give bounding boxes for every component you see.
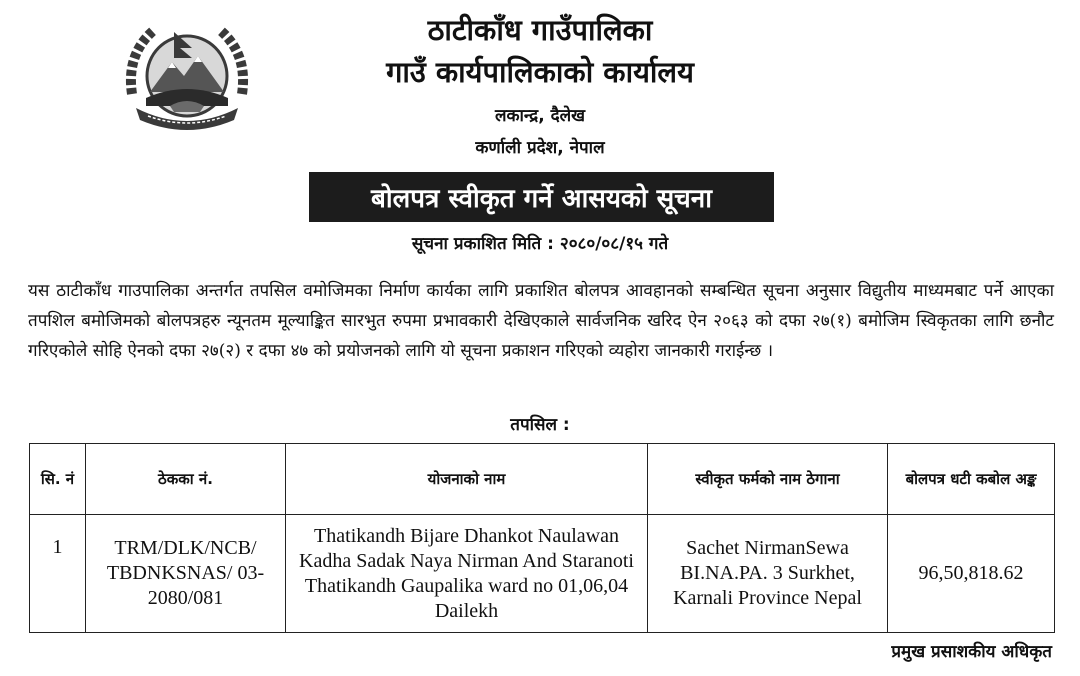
nepal-government-emblem-icon [122, 14, 252, 134]
header-sn: सि. नं [30, 444, 86, 515]
signature-title: प्रमुख प्रसाशकीय अधिकृत [891, 642, 1052, 662]
tender-table [29, 443, 1055, 633]
address-line-2: कर्णाली प्रदेश, नेपाल [475, 138, 605, 158]
cell-firm: Sachet NirmanSewa BI.NA.PA. 3 Surkhet, Karnali Province Nepal [648, 515, 888, 633]
header-contract-no: ठेकका नं. [86, 444, 286, 515]
table-row [30, 515, 1055, 633]
office-name: गाउँ कार्यपालिकाको कार्यालय [386, 55, 694, 89]
org-name: ठाटीकाँध गाउँपालिका [427, 13, 653, 47]
notice-body: यस ठाटीकाँध गाउपालिका अन्तर्गत तपसिल वमोजिमका निर्माण कार्यका लागि प्रकाशित बोलपत्र आवहानको सम्बन्धित सूचना अनुसार विद्युतीय माध्यमबाट पर्ने आएका तपशिल बमोजिमको बोलपत्रहरु न्यूनतम मूल्याङ्कित सारभुत रुपमा प्रभावकारी देखिएकाले सार्वजनिक खरिद ऐन २०६३ को दफा २७(१) बमोजिम स्विकृतका लागि छनौट गरिएकोले सोहि ऐनको दफा २७(२) र दफा ४७ को प्रयोजनको लागि यो सूचना प्रकाशन गरिएको व्यहोरा जानकारी गराईन्छ । [28, 281, 1054, 361]
published-date: सूचना प्रकाशित मिति : २०८०/०८/१५ गते [411, 234, 669, 254]
table-header-row [30, 444, 1055, 515]
schedule-heading: तपसिल : [510, 415, 570, 435]
header-amount: बोलपत्र धटी कबोल अङ्क [888, 444, 1055, 515]
cell-contract-no: TRM/DLK/NCB/ TBDNKSNAS/ 03-2080/081 [86, 515, 286, 633]
header-firm: स्वीकृत फर्मको नाम ठेगाना [648, 444, 888, 515]
cell-amount: 96,50,818.62 [888, 515, 1055, 633]
header-project-name: योजनाको नाम [286, 444, 648, 515]
cell-project-name: Thatikandh Bijare Dhankot Naulawan Kadha Sadak Naya Nirman And Staranoti Thatikandh Gaupalika ward no 01,06,04 Dailekh [286, 515, 648, 633]
cell-sn: 1 [30, 515, 86, 633]
notice-title-banner: बोलपत्र स्वीकृत गर्ने आसयको सूचना [309, 172, 774, 222]
address-line-1: लकान्द्र, दैलेख [494, 106, 586, 126]
